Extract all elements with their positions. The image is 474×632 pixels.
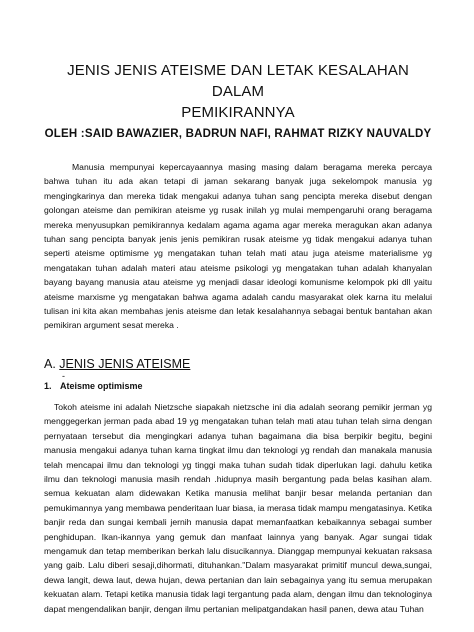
section-letter: A. (44, 356, 56, 371)
intro-text: Manusia mempunyai kepercayaannya masing masing dalam beragama mereka percaya bahwa tuhan itu ada akan tetapi di jaman sekarang banyak juga sekelompok manusia yg mengingkarinya dan mereka tidak mengakui adanya tuhan sang pencipta mereka disebut dengan golongan ateisme dan pemikiran ateisme yg rusak inilah yg mulai mempengaruhi orang beragama mereka menyusupkan pemikirannya kedalam agama agama agar mereka meragukan akan adanya tuhan sang pencipta banyak jenis jenis pemikiran rusak ateisme yg tidak mengakui adanya tuhan seperti ateisme optimisme yg mengatakan tuhan telah mati atau juga ateisme materialisme yg mengatakan tuhan adalah materi atau ateisme psikologi yg mengatakan tuhan adalah khanyalan bayang bayang manusia atau ateisme yg menjadi dasar ideologi komunisme kelompok pki dll yaitu ateisme marxisme yg mengatakan bahwa agama adalah candu masyarakat olek karna itu melalui tulisan ini kita akan membahas jenis ateisme dan letak kesalahannya sebagai bentuk bantahan akan pemikiran argument sesat mereka . (44, 162, 432, 331)
title-line-1: JENIS JENIS ATEISME DAN LETAK KESALAHAN DALAM (67, 62, 409, 100)
title-line-2: PEMIKIRANNYA (181, 104, 295, 121)
intro-paragraph (44, 160, 432, 333)
section-dash: - (62, 370, 65, 381)
subsection-heading (44, 381, 432, 391)
author-byline: OLEH :SAID BAWAZIER, BADRUN NAFI, RAHMAT RIZKY NAUVALDY (44, 128, 432, 140)
subsection-number: 1. (44, 380, 52, 391)
body-paragraph-text: Tokoh ateisme ini adalah Nietzsche siapakah nietzsche ini dia adalah seorang pemikir jerman yg menggegerkan jerman pada abad 19 yg mengatakan tuhan telah mati atau tuhan telah sirna dengan pernyataan tersebut dia mengingkari adanya tuhan bagaimana dia bisa berpikir begitu, begini manusia mengakui adanya tuhan karna tingkat ilmu dan teknologi yg rendah dan manakala manusia telah mencapai ilmu dan teknologi yg tinggi maka tuhan sudah tidak diperlukan lagi. dahulu ketika ilmu dan teknologi manusia masih rendah .hidupnya masih bergantung pada belas kasihan alam. semua kekuatan alam didewakan Ketika manusia melihat banjir besar melanda pertanian dan pemukimannya yang membawa penderitaan luar biasa, ia merasa tidak mampu mengatasinya. Ketika banjir reda dan sungai kembali jernih manusia dapat memanfaatkan kebaikannya sebagai sumber penghidupan. Ikan-ikannya yang gemuk dan manfaat lainnya yang banyak. Agar sungai tidak mengamuk dan tetap memberikan berkah lalu disucikannya. Dianggap mempunyai kekuatan raksasa yang gaib. Lalu diberi sesaji,dihormati, dituhankan."Dalam masyarakat primitif muncul dewa,sungai, dewa langit, dewa laut, dewa hujan, dewa pertanian dan lain sebagainya yang itu semua merupakan kekuatan alam. Tetapi ketika manusia tidak lagi tergantung pada alam, dengan ilmu dan teknologinya dapat mengendalikan banjir, dengan ilmu pertanian melipatgandakan hasil panen, dewa atau Tuhan (44, 401, 432, 614)
section-heading-text: JENIS JENIS ATEISME (59, 356, 191, 371)
document-title (44, 0, 432, 123)
section-heading (44, 357, 432, 371)
body-paragraph (44, 400, 432, 616)
subsection-heading-text: Ateisme optimisme (60, 380, 143, 391)
